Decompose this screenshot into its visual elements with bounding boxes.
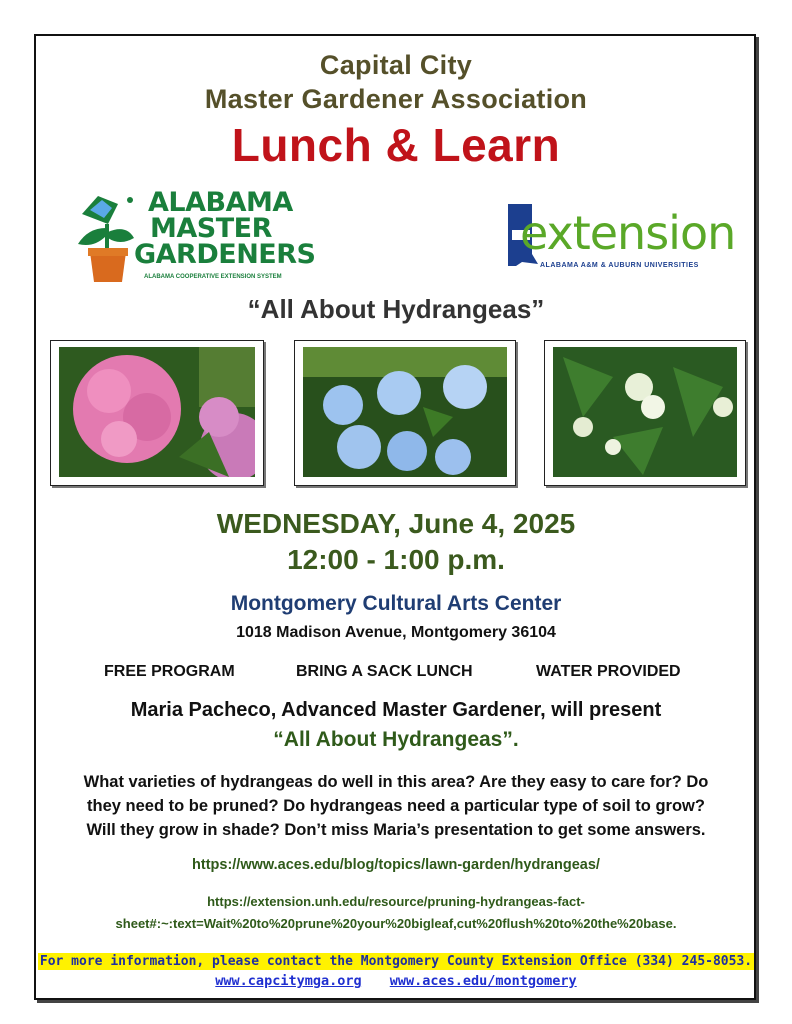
event-title: Lunch & Learn: [231, 119, 561, 171]
event-address: 1018 Madison Avenue, Montgomery 36104: [236, 624, 556, 641]
unh-link-line1[interactable]: https://extension.unh.edu/resource/pruning-hydrangeas-fact-: [207, 894, 585, 909]
alabama-master-gardeners-logo: [68, 187, 316, 288]
amg-line1: ALABAMA: [148, 187, 293, 218]
description-line1: What varieties of hydrangeas do well in this area? Are they easy to care for? Do: [83, 773, 709, 791]
note-water: WATER PROVIDED: [536, 663, 681, 680]
blue-hydrangea-photo: [294, 340, 516, 486]
oakleaf-hydrangea-photo: [544, 340, 746, 486]
presenter-line: Maria Pacheco, Advanced Master Gardener, will present: [130, 699, 662, 721]
pink-hydrangea-image: [59, 347, 255, 477]
aces-montgomery-link[interactable]: www.aces.edu/montgomery: [389, 973, 577, 989]
oakleaf-hydrangea-image: [553, 347, 737, 477]
footer-websites: [0, 973, 792, 989]
capcitymga-link[interactable]: www.capcitymga.org: [215, 973, 362, 989]
topic-subtitle: “All About Hydrangeas”: [247, 294, 545, 324]
amg-line3: GARDENERS: [134, 239, 316, 270]
event-date: WEDNESDAY, June 4, 2025: [216, 508, 576, 539]
description-line3: Will they grow in shade? Don’t miss Maria’s presentation to get some answers.: [86, 821, 706, 839]
event-venue: Montgomery Cultural Arts Center: [230, 592, 562, 615]
aces-hydrangea-link[interactable]: https://www.aces.edu/blog/topics/lawn-garden/hydrangeas/: [192, 857, 600, 873]
presenter-topic: “All About Hydrangeas”.: [273, 728, 519, 751]
amg-tagline: ALABAMA COOPERATIVE EXTENSION SYSTEM: [144, 274, 282, 280]
contact-highlight: For more information, please contact the Montgomery County Extension Office (334) 245-8053.: [39, 954, 753, 969]
amg-line2: MASTER: [150, 213, 272, 244]
note-sack-lunch: BRING A SACK LUNCH: [296, 663, 473, 680]
pink-hydrangea-photo: [50, 340, 264, 486]
org-name-line2: Master Gardener Association: [204, 84, 588, 114]
blue-hydrangea-image: [303, 347, 507, 477]
unh-link-line2[interactable]: sheet#:~:text=Wait%20to%20prune%20your%20bigleaf,cut%20flush%20to%20the%20base.: [115, 916, 677, 931]
org-name-line1: Capital City: [319, 50, 473, 80]
extension-tagline: ALABAMA A&M & AUBURN UNIVERSITIES: [540, 262, 699, 269]
contact-info: [0, 952, 792, 969]
extension-logo: [502, 200, 736, 280]
description-line2: they need to be pruned? Do hydrangeas need a particular type of soil to grow?: [87, 797, 705, 815]
note-free-program: FREE PROGRAM: [104, 663, 235, 680]
unh-pruning-link[interactable]: [0, 891, 792, 935]
event-time: 12:00 - 1:00 p.m.: [287, 544, 505, 575]
extension-wordmark: extension: [520, 206, 736, 260]
description: [0, 770, 792, 842]
